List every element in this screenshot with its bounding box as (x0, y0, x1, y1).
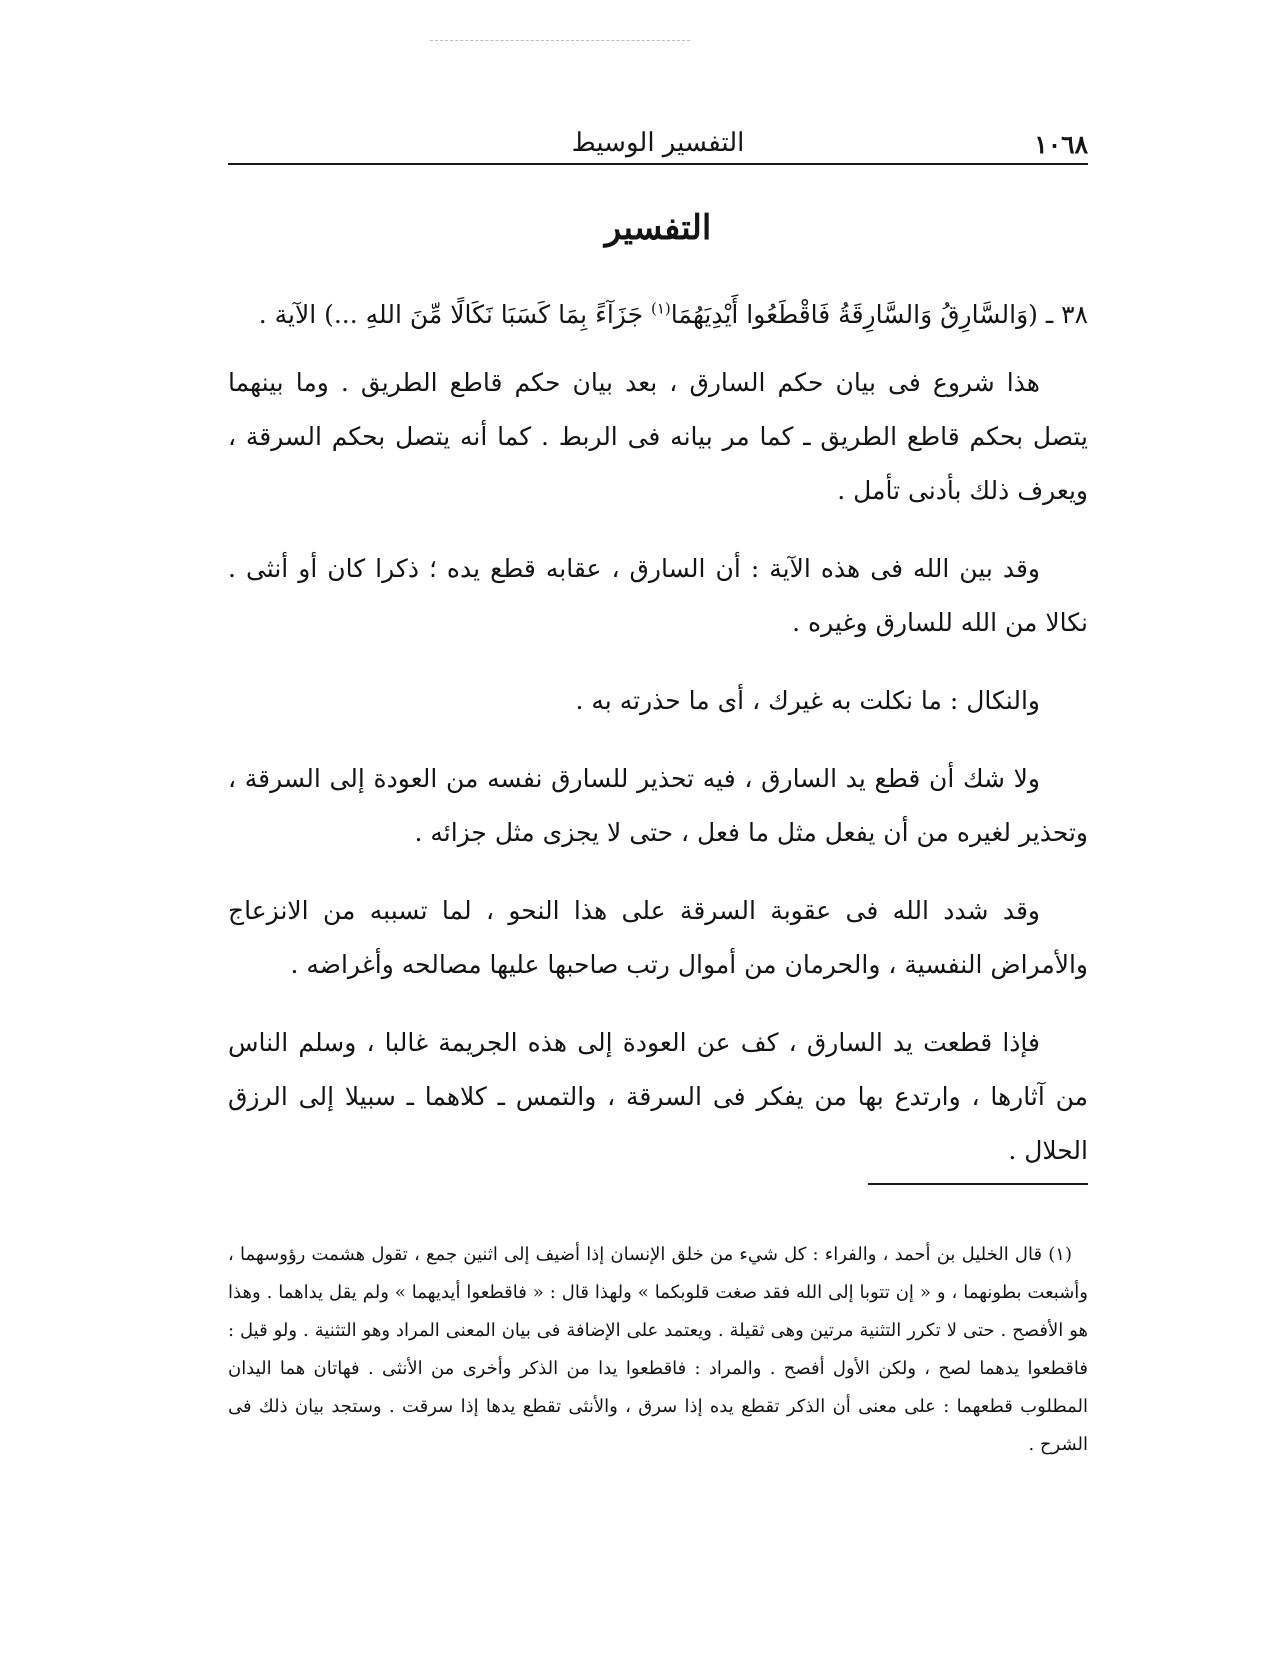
header-rule (228, 163, 1088, 165)
verse-number: ٣٨ ـ (1045, 300, 1088, 329)
paragraph: والنكال : ما نكلت به غيرك ، أى ما حذرته به . (575, 686, 1040, 715)
paragraph: فإذا قطعت يد السارق ، كف عن العودة إلى هذه الجريمة غالبا ، وسلم الناس من آثارها ، وارتدع بها من يفكر فى السرقة ، والتمس ـ كلاهما ـ سبيلا إلى الرزق الحلال . (228, 1028, 1088, 1165)
verse-line (228, 288, 1088, 342)
footnote-text: (١) قال الخليل بن أحمد ، والفراء : كل شيء من خلق الإنسان إذا أضيف إلى اثنين جمع ، تقول هشمت رؤوسهما ، وأشبعت بطونهما ، و « إن تتوبا إلى الله فقد صغت قلوبكما » ولهذا قال : « فاقطعوا أيديهما » ولم يقل يداهما . وهذا هو الأفصح . حتى لا تكرر التثنية مرتين وهى ثقيلة . ويعتمد على الإضافة فى بيان المعنى المراد وهو التثنية . ولو قيل : فاقطعوا يدهما لصح ، ولكن الأول أفصح . والمراد : فاقطعوا يدا من الذكر وأخرى من الأنثى . فهاتان هما اليدان المطلوب قطعهما : على معنى أن الذكر تقطع يده إذا سرق ، والأنثى تقطع يدها إذا سرقت . وستجد بيان ذلك فى الشرح . (228, 1244, 1088, 1455)
running-head (228, 124, 1088, 164)
verse-text: (وَالسَّارِقُ وَالسَّارِقَةُ فَاقْطَعُوا أَيْدِيَهُمَا (670, 300, 1038, 329)
page-number: ١٠٦٨ (1034, 130, 1088, 159)
scan-artifact-line (430, 40, 690, 41)
body-text (228, 288, 1088, 1202)
footnote-reference: (١) (650, 299, 671, 318)
paragraph: ولا شك أن قطع يد السارق ، فيه تحذير للسارق نفسه من العودة إلى السرقة ، وتحذير لغيره من أن يفعل مثل ما فعل ، حتى لا يجزى مثل جزائه . (228, 764, 1088, 847)
paragraph: هذا شروع فى بيان حكم السارق ، بعد بيان حكم قاطع الطريق . وما بينهما يتصل بحكم قاطع الطريق ـ كما مر بيانه فى الربط . كما أنه يتصل بحكم السرقة ، ويعرف ذلك بأدنى تأمل . (228, 368, 1088, 505)
book-title: التفسير الوسيط (571, 128, 745, 158)
footnote-rule (868, 1183, 1088, 1185)
footnote (228, 1236, 1088, 1464)
section-title: التفسير (604, 208, 712, 248)
verse-continuation: جَزَآءً بِمَا كَسَبَا نَكَالًا مِّنَ اللهِ ...) الآية . (258, 300, 644, 329)
paragraph: وقد بين الله فى هذه الآية : أن السارق ، عقابه قطع يده ؛ ذكرا كان أو أنثى . نكالا من الله للسارق وغيره . (228, 554, 1088, 637)
paragraph: وقد شدد الله فى عقوبة السرقة على هذا النحو ، لما تسببه من الانزعاج والأمراض النفسية ، والحرمان من أموال رتب صاحبها عليها مصالحه وأغراضه . (228, 896, 1088, 979)
